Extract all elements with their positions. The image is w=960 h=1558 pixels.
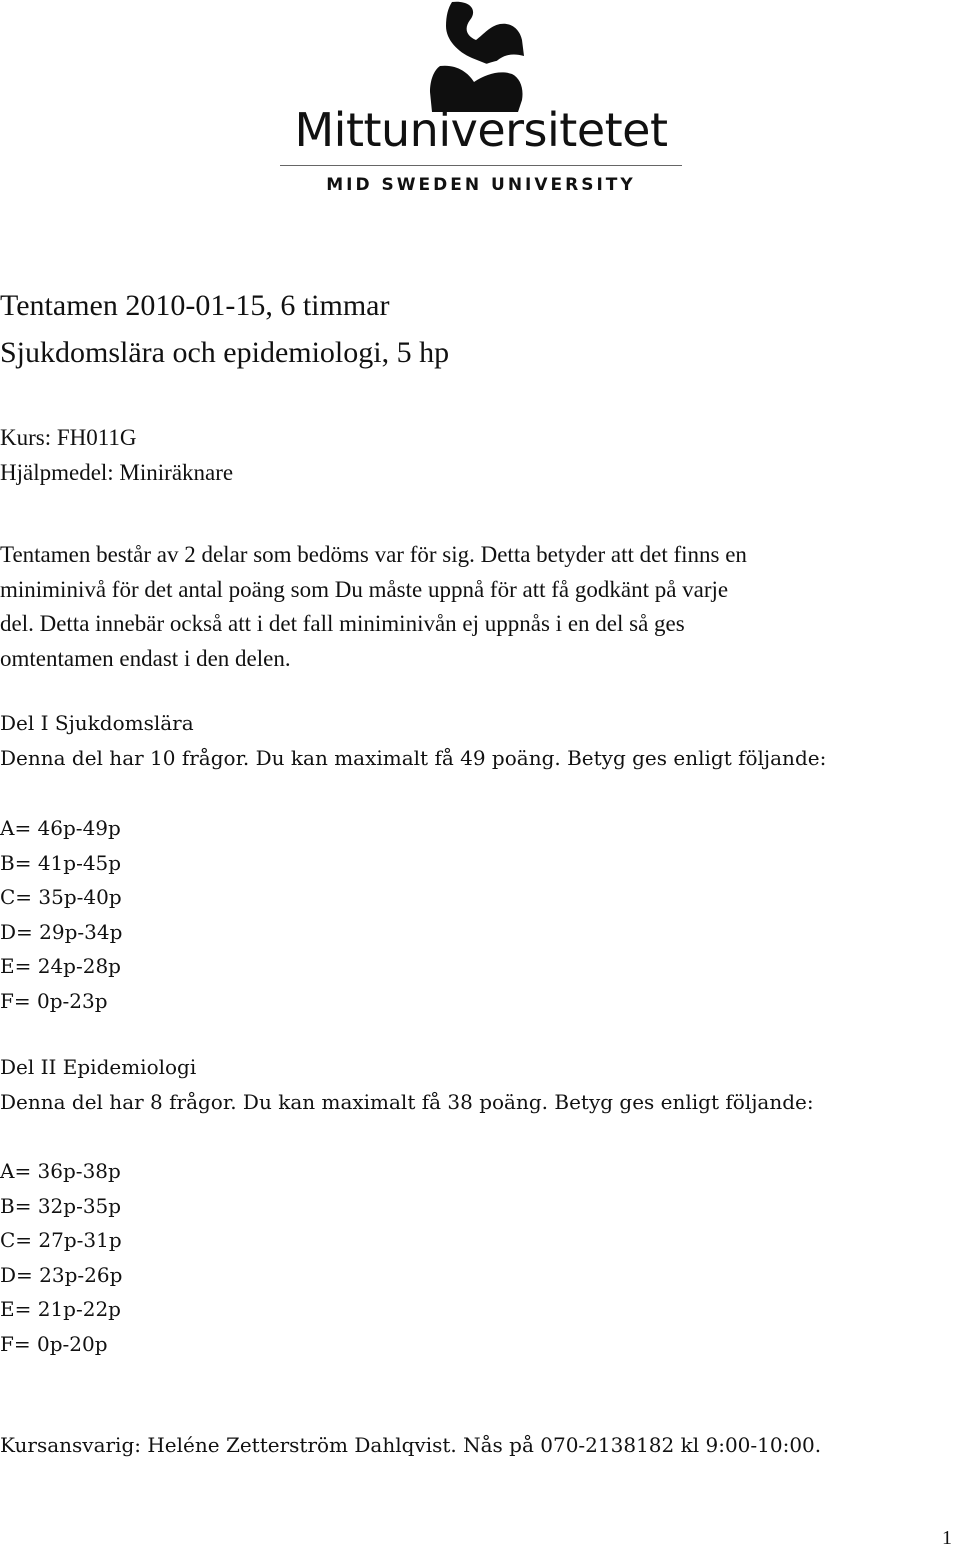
course-code: Kurs: FH011G — [0, 425, 137, 450]
grade-item: E= 24p-28p — [0, 954, 121, 979]
grade-item: B= 32p-35p — [0, 1193, 122, 1218]
grade-item: C= 27p-31p — [0, 1228, 122, 1253]
logo-subtitle: MID SWEDEN UNIVERSITY — [326, 175, 636, 195]
grade-item: A= 46p-49p — [0, 816, 121, 840]
grade-item: F= 0p-20p — [0, 1331, 108, 1356]
university-emblem-icon — [426, 0, 526, 112]
part2-grade-list — [0, 1154, 122, 1362]
university-logo — [276, 0, 686, 200]
grade-item: A= 36p-38p — [0, 1159, 121, 1183]
grade-item: F= 0p-23p — [0, 988, 108, 1013]
part2-description: Denna del har 8 frågor. Du kan maximalt få 38 poäng. Betyg ges enligt följande: — [0, 1090, 814, 1114]
allowed-aids: Hjälpmedel: Miniräknare — [0, 460, 234, 485]
intro-line: del. Detta innebär också att i det fall miniminivån ej uppnås i en del så ges — [0, 611, 685, 636]
page-number: 1 — [942, 1527, 952, 1549]
intro-line: Tentamen består av 2 delar som bedöms var för sig. Detta betyder att det finns en — [0, 542, 747, 567]
intro-line: miniminivå för det antal poäng som Du måste uppnå för att få godkänt på varje — [0, 576, 729, 602]
logo-divider — [280, 165, 682, 166]
part1-grade-list — [0, 811, 122, 1019]
logo-wordmark: Mittuniversitetet — [294, 103, 668, 157]
grade-item: B= 41p-45p — [0, 850, 122, 875]
exam-title: Tentamen 2010-01-15, 6 timmar — [0, 289, 390, 322]
part2-heading: Del II Epidemiologi — [0, 1055, 197, 1079]
part1-description: Denna del har 10 frågor. Du kan maximalt få 49 poäng. Betyg ges enligt följande: — [0, 746, 827, 770]
intro-paragraph — [0, 538, 950, 676]
grade-item: E= 21p-22p — [0, 1297, 121, 1322]
intro-line: omtentamen endast i den delen. — [0, 645, 291, 671]
grade-item: D= 29p-34p — [0, 919, 123, 944]
grade-item: C= 35p-40p — [0, 885, 122, 910]
course-responsible: Kursansvarig: Heléne Zetterström Dahlqvist. Nås på 070-2138182 kl 9:00-10:00. — [0, 1433, 822, 1457]
part1-heading: Del I Sjukdomslära — [0, 711, 194, 735]
course-title: Sjukdomslära och epidemiologi, 5 hp — [0, 336, 450, 369]
grade-item: D= 23p-26p — [0, 1262, 123, 1287]
